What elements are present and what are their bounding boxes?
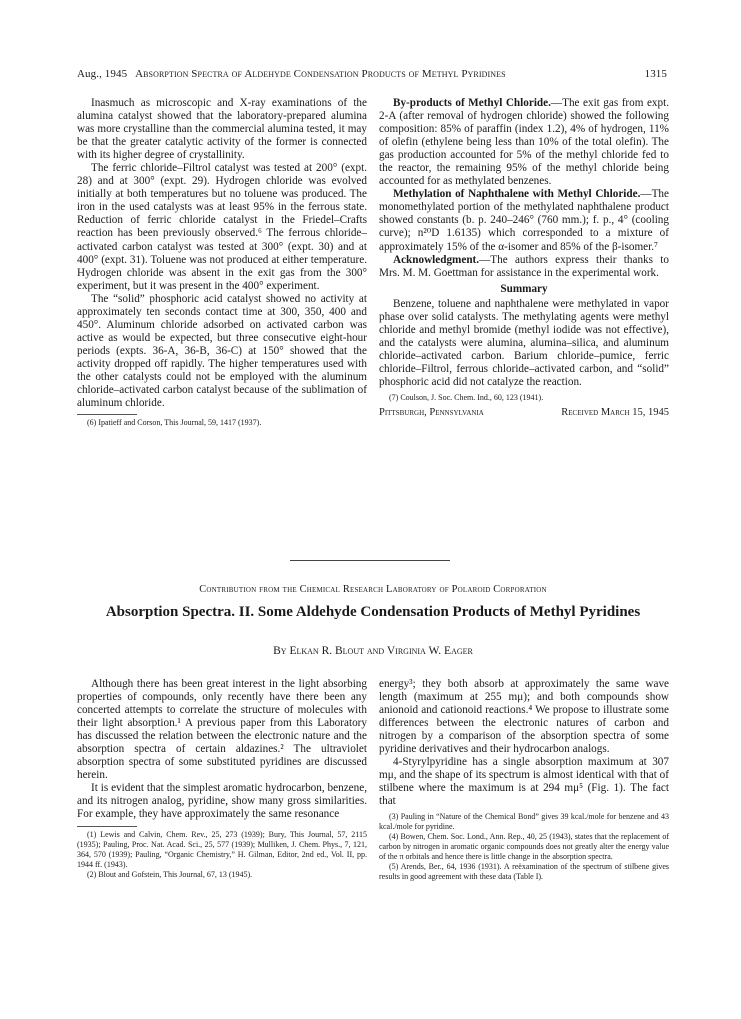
paragraph-text: —The exit gas from expt. 2-A (after removal of hydrogen chloride) showed the following composition: 85% of paraffin (index 1.2), 4% of hydrogen, 11% of olefin (ethylene being less than 10% of the total olefin). The gas production accounted for 5% of the methyl chloride fed to the reactor, the remaining 95% of the methyl chloride being accounted for as methylated benzenes. (379, 97, 670, 188)
paragraph: The “solid” phosphoric acid catalyst showed no activity at approximately ten seconds contact time at 300, 350, 400 and 450°. Aluminum chloride adsorbed on activated carbon was active as would be expected, but three consecutive eight-hour periods (expts. 36-A, 36-B, 36-C) at 150° showed that the activity dropped off rapidly. The higher temperatures used with the other catalysts could not be employed with the aluminum chloride–activated carbon catalyst because of the sublimation of aluminum chloride. (77, 292, 367, 410)
page-number: 1315 (644, 68, 667, 80)
paragraph-text: —The authors express their thanks to Mrs. M. M. Goettman for assistance in the experimental work. (379, 253, 669, 279)
affiliation-location: Pittsburgh, Pennsylvania (379, 407, 484, 419)
footnote: (5) Arends, Ber., 64, 1936 (1931). A reëxamination of the spectrum of stilbene gives results in good agreement with these data (Table I). (379, 862, 669, 882)
paragraph: It is evident that the simplest aromatic hydrocarbon, benzene, and its nitrogen analog, pyridine, show many gross similarities. For example, they have approximately the same resonance (77, 782, 367, 821)
footnote: (4) Bowen, Chem. Soc. Lond., Ann. Rep., 40, 25 (1943), states that the replacement of carbon by nitrogen in aromatic organic compounds does not greatly alter the energy value of the π orbitals and hence there is little change in the absorption spectra. (379, 832, 669, 862)
paragraph: Inasmuch as microscopic and X-ray examinations of the alumina catalyst showed that the laboratory-prepared alumina was more crystalline than the commercial alumina tested, it may be that the greater catalytic activity of the former is connected with its higher degree of crystallinity. (77, 97, 367, 162)
paragraph (379, 97, 669, 188)
section-heading: Acknowledgment. (393, 253, 480, 266)
paragraph: Although there has been great interest in the light absorbing properties of compounds, only recently have there been any concerted attempts to correlate the structure of molecules with their light absorption.¹ A previous paper from this Laboratory has discussed the relation between the electronic nature and the absorption spectra of certain aldazines.² The ultraviolet absorption spectra of some substituted pyridines are discussed herein. (77, 678, 367, 782)
footnotes (379, 393, 669, 403)
running-head-title: Absorption Spectra of Aldehyde Condensation Products of Methyl Pyridines (135, 68, 506, 80)
paragraph (379, 254, 669, 280)
paragraph: The ferric chloride–Filtrol catalyst was tested at 200° (expt. 28) and at 300° (expt. 29). Hydrogen chloride was evolved initially at both temperatures but no toluene was produced. The iron in the used catalysts was at least 95% in the ferrous state. Reduction of ferric chloride catalyst in the Friedel–Crafts reaction has been previously observed.⁶ The ferrous chloride–activated carbon catalyst was tested at 300° (expt. 30) and at 400° (expt. 31). Toluene was not produced at either temperature. Hydrogen chloride was absent in the exit gas from the 300° experiment, but it was present in the 400° experiment. (77, 162, 367, 292)
footnotes (379, 812, 669, 882)
contribution-line: Contribution from the Chemical Research Laboratory of Polaroid Corporation (199, 584, 547, 595)
summary-paragraph: Benzene, toluene and naphthalene were methylated in vapor phase over solid catalysts. The methylating agents were methyl chloride and methyl bromide (methyl iodide was not effective), and the catalysts were alumina, alumina–silica, and aluminum chloride–activated carbon. Barium chloride–pumice, ferric chloride–Filtrol, ferrous chloride–activated carbon, and “solid” phosphoric acid did not catalyze the reaction. (379, 297, 669, 388)
paragraph-text: —The monomethylated portion of the methylated naphthalene product showed constants (b. p. 240–246° (760 mm.); f. p., 4° (cooling curve); n²⁰D 1.6135) which corresponded to a mixture of approximately 15% of the α-isomer and 85% of the β-isomer.⁷ (379, 188, 669, 253)
paragraph: energy³; they both absorb at approximately the same wave length (maximum at 255 mμ); and both compounds show anionoid and cationoid reactions.⁴ We propose to illustrate some differences between the electronic natures of carbon and nitrogen by a comparison of the absorption spectra of some pyridine derivatives and their hydrocarbon analogs. (379, 678, 669, 756)
footnote: (2) Blout and Gofstein, This Journal, 67, 13 (1945). (87, 869, 253, 879)
section-heading: By-products of Methyl Chloride. (393, 97, 551, 109)
footnote-rule (77, 826, 137, 827)
running-head-date: Aug., 1945 (77, 68, 128, 80)
article-title: Absorption Spectra. II. Some Aldehyde Condensation Products of Methyl Pyridines (105, 604, 641, 620)
received-date: Received March 15, 1945 (561, 407, 669, 419)
footnotes (77, 826, 367, 880)
footnote: (3) Pauling in “Nature of the Chemical Bond” gives 39 kcal./mole for benzene and 43 kcal./mole for pyridine. (379, 812, 669, 832)
authors-prefix: By (273, 645, 287, 657)
footnote-rule (77, 414, 137, 415)
running-head (77, 68, 667, 80)
prev-article-column-right (379, 97, 669, 419)
authors-line (77, 645, 669, 657)
prev-article-column-left (77, 97, 367, 428)
article-separator-rule (290, 560, 450, 561)
author-names: Elkan R. Blout and Virginia W. Eager (289, 645, 473, 657)
paragraph: 4-Styrylpyridine has a single absorption maximum at 307 mμ, and the shape of its spectrum is almost identical with that of stilbene where the maximum is at 294 mμ⁵ (Fig. 1). The fact that (379, 756, 669, 808)
footnote: (7) Coulson, J. Soc. Chem. Ind., 60, 123 (1941). (389, 393, 544, 403)
section-heading: Methylation of Naphthalene with Methyl Chloride. (393, 188, 641, 201)
new-article-column-right (379, 678, 669, 882)
affiliation-line (379, 406, 669, 419)
footnote: (1) Lewis and Calvin, Chem. Rev., 25, 273 (1939); Bury, This Journal, 57, 2115 (1935); Pauling, Proc. Nat. Acad. Sci., 25, 577 (1939); Mulliken, J. Chem. Phys., 7, 121, 364, 570 (1939); Pauling, “Organic Chemistry,” H. Gilman, Editor, 2nd ed., Vol. II, pp. 1944 ff. (1943). (77, 829, 367, 869)
footnotes (77, 414, 367, 428)
new-article-column-left (77, 678, 367, 880)
summary-heading: Summary (500, 282, 548, 295)
paragraph (379, 188, 669, 253)
footnote: (6) Ipatieff and Corson, This Journal, 59, 1417 (1937). (87, 418, 262, 428)
